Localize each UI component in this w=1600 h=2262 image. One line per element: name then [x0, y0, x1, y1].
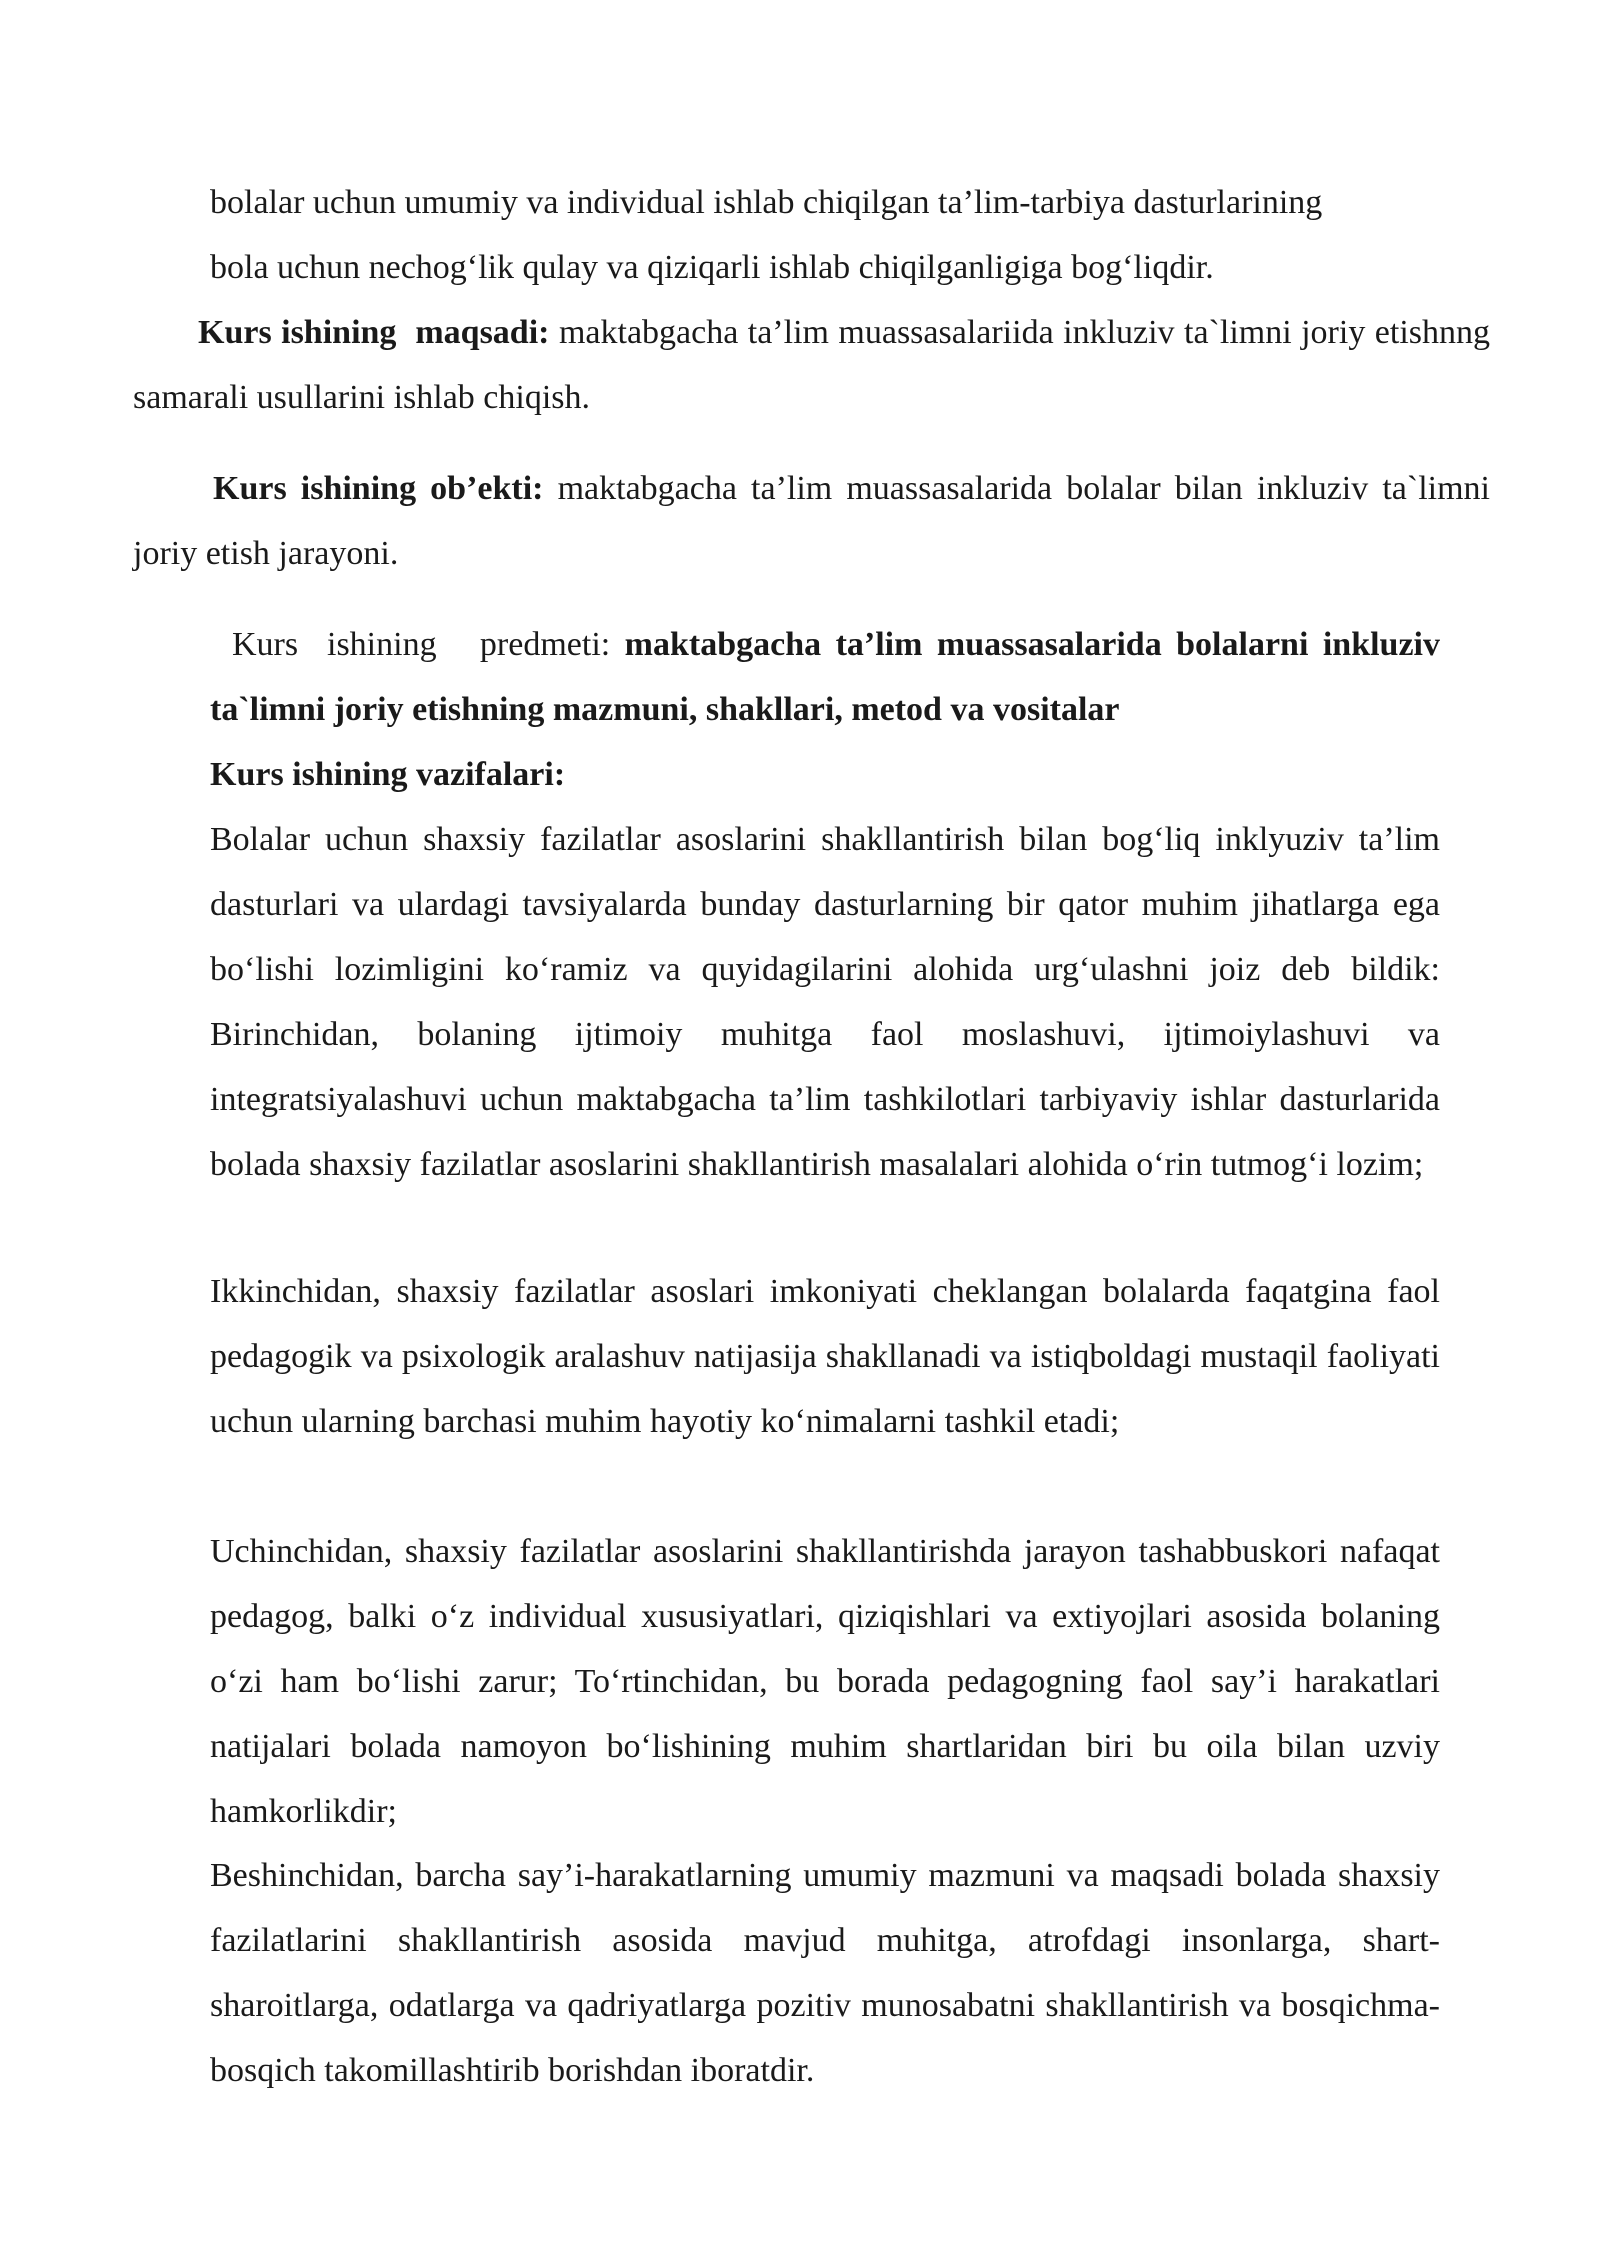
predmet-text: maktabgacha ta’lim muassasalarida bolalarni inkluziv ta`limni joriy etishning mazmuni, shakllari, metod va vositalar: [210, 626, 1441, 728]
maqsad-text: maktabgacha ta’lim muassasalariida inkluziv ta`limni joriy etishnng samarali usullarini ishlab chiqish.: [133, 314, 1490, 416]
maqsad-paragraph: [133, 300, 1490, 430]
intro-paragraph: [210, 170, 1440, 300]
vazifalar-paragraph-3: Uchinchidan, shaxsiy fazilatlar asoslarini shakllantirishda jarayon tashabbuskori nafaqat pedagog, balki o‘z individual xususiyatlari, qiziqishlari va extiyojlari asosida bolaning o‘zi ham bo‘lishi zarur; To‘rtinchidan, bu borada pedagogning faol say’i harakatlari natijalari bolada namoyon bo‘lishining muhim shartlaridan biri bu oila bilan uzviy hamkorlikdir;: [210, 1533, 1440, 1830]
vazifalar-paragraph-2: Ikkinchidan, shaxsiy fazilatlar asoslari imkoniyati cheklangan bolalarda faqatgina faol pedagogik va psixologik aralashuv natijasija shakllanadi va istiqboldagi mustaqil faoliyati uchun ularning barchasi muhim hayotiy ko‘nimalarni tashkil etadi;: [210, 1273, 1440, 1440]
obekt-label: Kurs ishining ob’ekti:: [213, 470, 544, 507]
predmet-label: Kurs ishining predmeti:: [232, 626, 611, 663]
vazifalar-paragraph-1: Bolalar uchun shaxsiy fazilatlar asoslarini shakllantirish bilan bog‘liq inklyuziv ta’lim dasturlari va ulardagi tavsiyalarda bunday dasturlarning bir qator muhim jihatlarga ega bo‘lishi lozimligini ko‘ramiz va quyidagilarini alohida urg‘ulashni joiz deb bildik: Birinchidan, bolaning ijtimoiy muhitga faol moslashuvi, ijtimoiylashuvi va integratsiyalashuvi uchun maktabgacha ta’lim tashkilotlari tarbiyaviy ishlar dasturlarida bolada shaxsiy fazilatlar asoslarini shakllantirish masalalari alohida o‘rin tutmog‘i lozim;: [210, 821, 1440, 1183]
obekt-paragraph: [133, 456, 1490, 586]
intro-line-2: bola uchun nechog‘lik qulay va qiziqarli ishlab chiqilganligiga bog‘liqdir.: [210, 249, 1214, 286]
vazifalar-heading: [210, 742, 1440, 807]
intro-line-1: bolalar uchun umumiy va individual ishlab chiqilgan ta’lim-tarbiya dasturlarining: [210, 184, 1323, 221]
vazifalar-paragraph-4: Beshinchidan, barcha say’i-harakatlarning umumiy mazmuni va maqsadi bolada shaxsiy fazilatlarini shakllantirish asosida mavjud muhitga, atrofdagi insonlarga, shart-sharoitlarga, odatlarga va qadriyatlarga pozitiv munosabatni shakllantirish va bosqichma-bosqich takomillashtirib borishdan iboratdir.: [210, 1857, 1440, 2089]
predmet-paragraph: [210, 612, 1440, 742]
maqsad-label: Kurs ishining maqsadi:: [198, 314, 550, 351]
vazifalar-heading-text: Kurs ishining vazifalari:: [210, 756, 566, 793]
obekt-text: maktabgacha ta’lim muassasalarida bolalar bilan inkluziv ta`limni joriy etish jarayoni.: [133, 470, 1490, 572]
